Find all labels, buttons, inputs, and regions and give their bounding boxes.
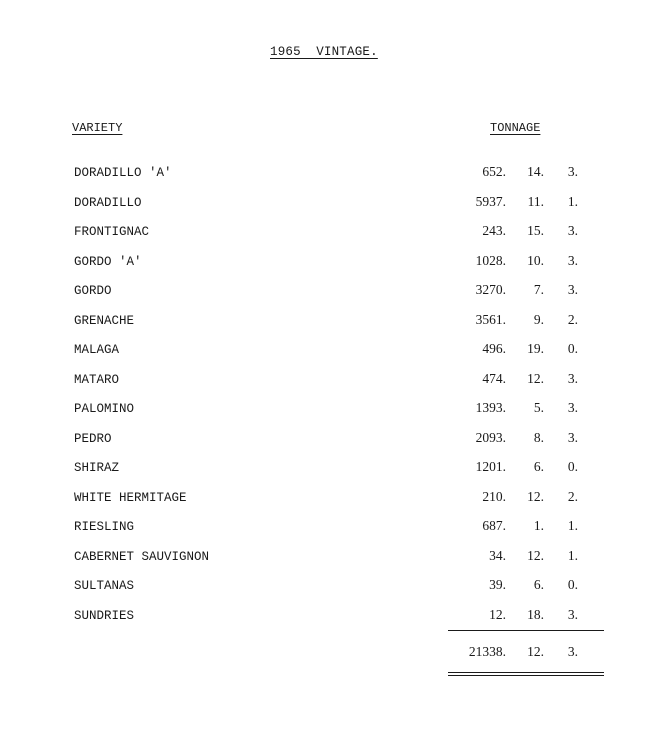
tonnage-value: 19. [527,341,544,356]
total-bottom-rule [448,675,604,676]
tonnage-value: 3. [567,606,578,622]
total-value: 3. [567,644,578,659]
total-top-rule [448,630,604,631]
tonnage-value: 5. [533,400,544,415]
document-title: 1965 VINTAGE. [270,45,378,59]
variety-name: SUNDRIES [74,608,135,623]
variety-name: GRENACHE [74,313,135,328]
total-row [0,643,664,667]
variety-table [0,163,664,635]
variety-name: DORADILLO 'A' [74,166,172,180]
table-row [0,281,664,311]
tonnage-value: 12. [527,370,544,386]
variety-name: SHIRAZ [74,461,120,475]
tonnage-value: 3. [567,282,578,297]
variety-name: GORDO [74,284,112,298]
tonnage-value: 18. [527,606,544,622]
tonnage-value: 12. [527,547,544,563]
table-row [0,311,664,341]
table-row [0,340,664,370]
table-row [0,252,664,282]
table-row [0,399,664,429]
tonnage-value: 3. [567,223,578,238]
tonnage-value: 3. [567,429,578,445]
variety-name: PALOMINO [74,402,135,416]
tonnage-value: 3. [567,400,578,415]
total-value: 12. [527,644,544,659]
tonnage-value: 1201. [475,459,506,474]
tonnage-value: 2. [567,311,578,327]
tonnage-value: 652. [482,164,506,179]
tonnage-value: 3561. [475,311,506,327]
tonnage-value: 496. [482,341,506,356]
variety-name: MATARO [74,372,120,387]
table-row [0,429,664,459]
table-row [0,517,664,547]
total-value: 21338. [468,644,506,659]
tonnage-value: 1. [567,193,578,209]
tonnage-value: 1393. [475,400,506,415]
tonnage-value: 10. [527,252,544,268]
tonnage-value: 210. [482,488,506,504]
variety-name: RIESLING [74,520,135,534]
tonnage-value: 1028. [475,252,506,268]
variety-name: SULTANAS [74,579,135,593]
table-row [0,547,664,577]
table-row [0,488,664,518]
tonnage-value: 8. [533,429,544,445]
table-row [0,222,664,252]
tonnage-value: 474. [482,370,506,386]
tonnage-value: 12. [489,606,506,622]
tonnage-value: 2. [567,488,578,504]
table-row [0,576,664,606]
tonnage-value: 5937. [475,193,506,209]
tonnage-value: 0. [567,341,578,356]
tonnage-value: 15. [527,223,544,238]
total-bottom-rule [448,672,604,673]
tonnage-value: 14. [527,164,544,179]
table-row [0,193,664,223]
tonnage-value: 9. [533,311,544,327]
tonnage-value: 1. [567,547,578,563]
table-row [0,458,664,488]
tonnage-value: 3. [567,252,578,268]
tonnage-value: 12. [527,488,544,504]
variety-name: MALAGA [74,343,120,357]
variety-name: CABERNET SAUVIGNON [74,549,210,564]
tonnage-value: 0. [567,459,578,474]
tonnage-value: 3. [567,370,578,386]
tonnage-header: TONNAGE [490,121,541,135]
tonnage-value: 3270. [475,282,506,297]
variety-name: WHITE HERMITAGE [74,490,187,505]
tonnage-value: 34. [489,547,506,563]
variety-name: DORADILLO [74,195,142,210]
tonnage-value: 1. [533,518,544,533]
tonnage-value: 3. [567,164,578,179]
tonnage-value: 0. [567,577,578,592]
tonnage-value: 6. [533,577,544,592]
variety-name: GORDO 'A' [74,254,142,269]
tonnage-value: 2093. [475,429,506,445]
variety-name: PEDRO [74,431,112,446]
tonnage-value: 11. [527,193,544,209]
tonnage-value: 39. [489,577,506,592]
tonnage-value: 687. [482,518,506,533]
tonnage-value: 7. [533,282,544,297]
table-row [0,370,664,400]
variety-name: FRONTIGNAC [74,225,150,239]
variety-header: VARIETY [72,121,123,135]
tonnage-value: 1. [567,518,578,533]
tonnage-value: 243. [482,223,506,238]
table-row [0,163,664,193]
tonnage-value: 6. [533,459,544,474]
